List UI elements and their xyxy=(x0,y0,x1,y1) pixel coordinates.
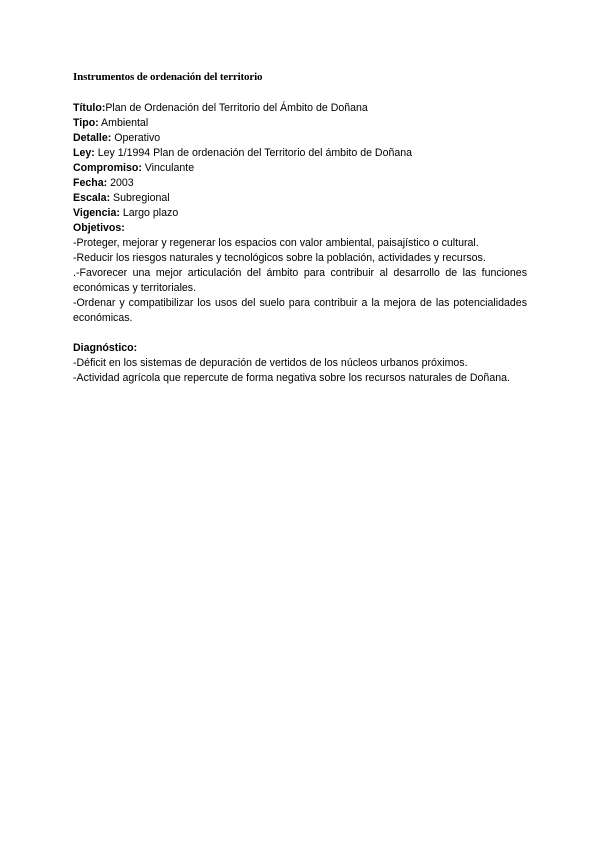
document-body xyxy=(73,101,527,386)
spacer xyxy=(73,326,527,341)
diagnostico-item: -Déficit en los sistemas de depuración de vertidos de los núcleos urbanos próximos. xyxy=(73,357,468,369)
field-value: Ambiental xyxy=(98,117,149,129)
diagnostico-label: Diagnóstico: xyxy=(73,342,138,354)
field-fecha xyxy=(73,176,527,191)
field-ley xyxy=(73,146,527,161)
field-label: Compromiso: xyxy=(73,162,142,174)
field-label: Escala: xyxy=(73,192,111,204)
field-vigencia xyxy=(73,206,527,221)
field-value: Ley 1/1994 Plan de ordenación del Territorio del ámbito de Doñana xyxy=(94,147,413,159)
field-label: Ley: xyxy=(73,147,95,159)
field-tipo xyxy=(73,116,527,131)
field-compromiso xyxy=(73,161,527,176)
section-heading: Instrumentos de ordenación del territorio xyxy=(73,71,263,83)
field-value: Operativo xyxy=(111,132,161,144)
field-value: Subregional xyxy=(110,192,170,204)
objetivo-item: -Ordenar y compatibilizar los usos del suelo para contribuir a la mejora de las potencialidades económicas. xyxy=(73,297,527,324)
field-label: Fecha: xyxy=(73,177,108,189)
objetivo-item: .-Favorecer una mejor articulación del ámbito para contribuir al desarrollo de las funciones económicas y territoriales. xyxy=(73,267,527,294)
objetivo-item: -Proteger, mejorar y regenerar los espacios con valor ambiental, paisajístico o cultural. xyxy=(73,237,479,249)
field-titulo xyxy=(73,101,527,116)
field-label: Detalle: xyxy=(73,132,112,144)
field-detalle xyxy=(73,131,527,146)
field-value: Plan de Ordenación del Territorio del Ámbito de Doñana xyxy=(105,102,368,114)
field-escala xyxy=(73,191,527,206)
field-value: 2003 xyxy=(107,177,134,189)
objetivos-label: Objetivos: xyxy=(73,222,125,234)
objetivo-item: -Reducir los riesgos naturales y tecnológicos sobre la población, actividades y recursos. xyxy=(73,252,486,264)
field-label: Título: xyxy=(73,102,106,114)
field-label: Tipo: xyxy=(73,117,99,129)
field-label: Vigencia: xyxy=(73,207,120,219)
field-value: Largo plazo xyxy=(119,207,179,219)
field-value: Vinculante xyxy=(141,162,195,174)
diagnostico-item: -Actividad agrícola que repercute de forma negativa sobre los recursos naturales de Doñana. xyxy=(73,372,510,384)
